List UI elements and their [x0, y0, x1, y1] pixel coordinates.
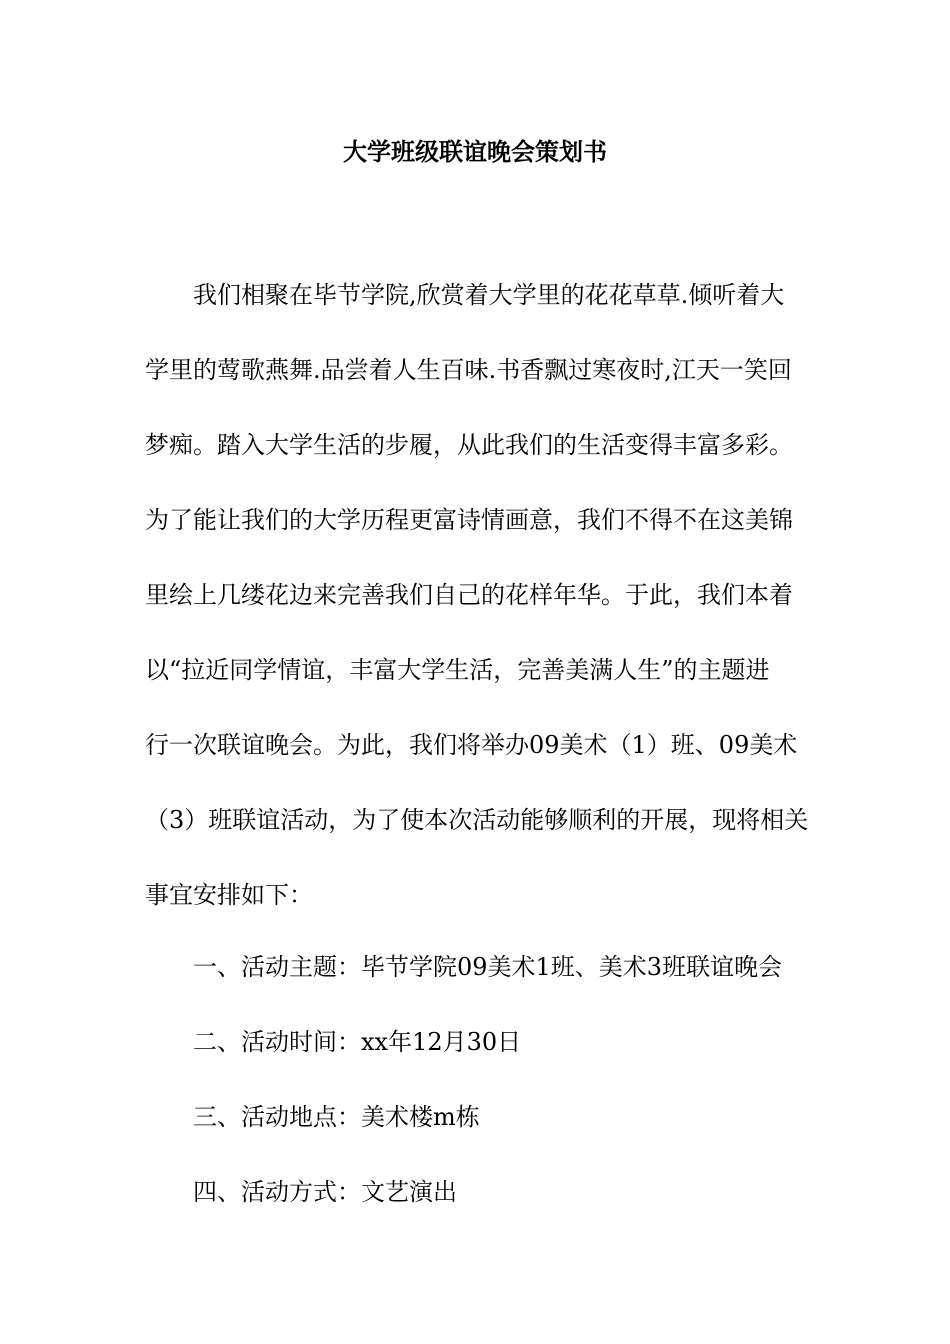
- plan-item-time: 二、活动时间：xx年12月30日: [193, 1028, 522, 1056]
- plan-item-format: 四、活动方式：文艺演出: [193, 1178, 457, 1206]
- paragraph-line: 里绘上几缕花边来完善我们自己的花样年华。于此，我们本着: [145, 581, 793, 609]
- paragraph-line: 以“拉近同学情谊，丰富大学生活，完善美满人生”的主题进: [145, 656, 770, 684]
- plan-items-list: [193, 930, 833, 1230]
- plan-item-theme: 一、活动主题：毕节学院09美术1班、美术3班联谊晚会: [193, 953, 783, 981]
- paragraph-line: 事宜安排如下：: [145, 881, 313, 909]
- plan-item-location: 三、活动地点：美术楼m栋: [193, 1103, 480, 1131]
- paragraph-line: 为了能让我们的大学历程更富诗情画意，我们不得不在这美锦: [145, 506, 793, 534]
- paragraph-line: 我们相聚在毕节学院,欣赏着大学里的花花草草.倾听着大: [193, 281, 785, 309]
- paragraph-line: 梦痴。踏入大学生活的步履，从此我们的生活变得丰富多彩。: [145, 431, 793, 459]
- paragraph-line: 行一次联谊晚会。为此，我们将举办09美术（1）班、09美术: [145, 731, 798, 759]
- paragraph-line: （3）班联谊活动，为了使本次活动能够顺利的开展，现将相关: [145, 806, 809, 834]
- intro-paragraph: [145, 258, 810, 933]
- paragraph-line: 学里的莺歌燕舞.品尝着人生百味.书香飘过寒夜时,江天一笑回: [145, 356, 792, 384]
- document-title: 大学班级联谊晚会策划书: [343, 137, 607, 166]
